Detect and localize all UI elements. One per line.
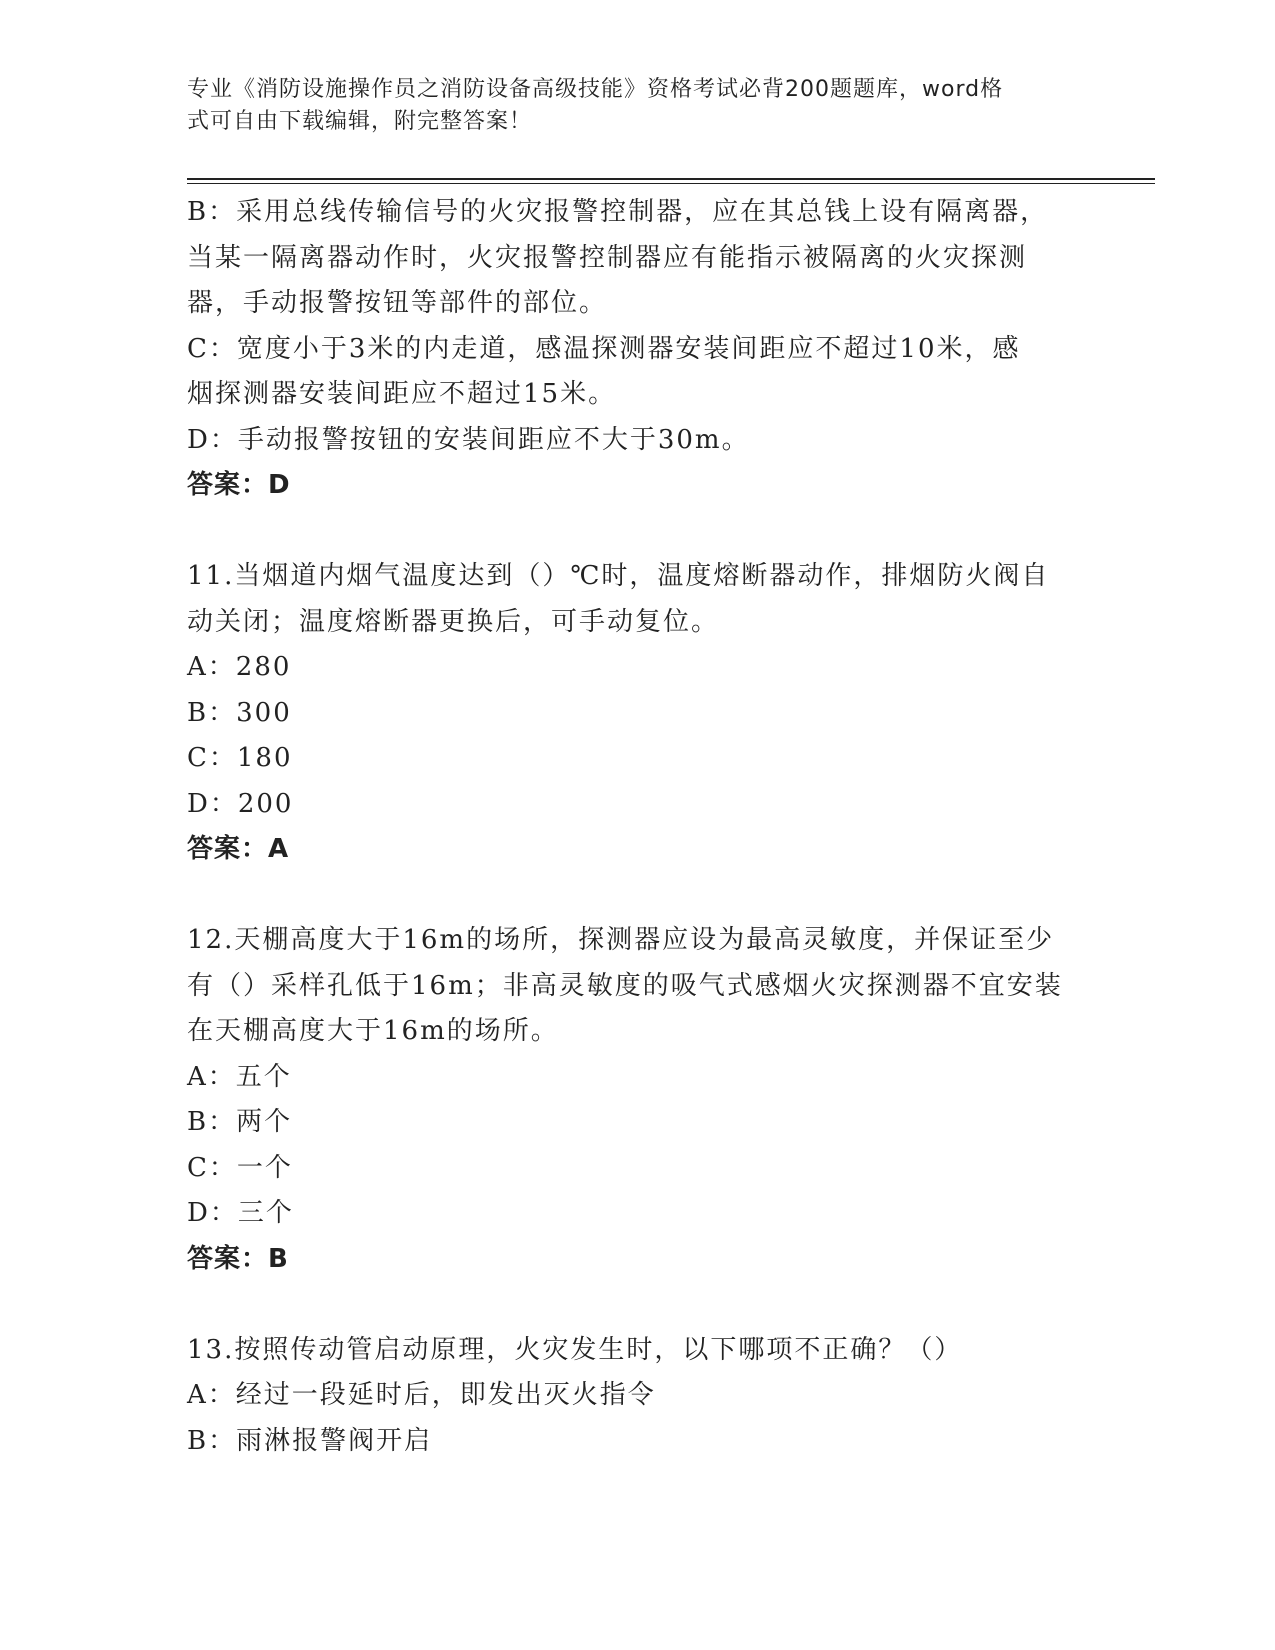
question-11 — [187, 554, 1087, 873]
document-header — [187, 74, 1067, 138]
question-stem-line-2: 有（）采样孔低于16m；非高灵敏度的吸气式感烟火灾探测器不宜安装 — [187, 970, 1063, 1001]
option-b: B：两个 — [187, 1107, 293, 1137]
option-d: D：三个 — [187, 1198, 294, 1228]
answer-label: 答案：A — [187, 834, 290, 864]
header-line-2: 式可自由下载编辑，附完整答案！ — [187, 109, 533, 134]
option-b: B：雨淋报警阀开启 — [187, 1425, 433, 1456]
question-13 — [187, 1328, 1087, 1465]
header-line-1: 专业《消防设施操作员之消防设备高级技能》资格考试必背200题题库，word格 — [187, 77, 1004, 102]
question-12 — [187, 918, 1087, 1282]
question-stem-line-2: 动关闭；温度熔断器更换后，可手动复位。 — [187, 606, 720, 637]
question-stem-line-1: 12.天棚高度大于16m的场所，探测器应设为最高灵敏度，并保证至少 — [187, 925, 1055, 955]
question-stem-line-3: 在天棚高度大于16m的场所。 — [187, 1016, 559, 1046]
option-c: C：一个 — [187, 1152, 293, 1183]
option-d: D：200 — [187, 788, 294, 819]
answer-label: 答案：D — [187, 470, 291, 500]
option-d: D：手动报警按钮的安装间距应不大于30m。 — [187, 424, 750, 455]
option-a: A：五个 — [187, 1061, 292, 1092]
option-a: A：经过一段延时后，即发出灭火指令 — [187, 1380, 656, 1410]
question-10-continued — [187, 190, 1087, 509]
question-stem-line-1: 11.当烟道内烟气温度达到（）℃时，温度熔断器动作，排烟防火阀自 — [187, 561, 1050, 591]
question-content — [187, 190, 1087, 1464]
spacer — [187, 509, 1087, 555]
option-a: A：280 — [187, 652, 292, 682]
spacer — [187, 1282, 1087, 1328]
option-b-line-2: 当某一隔离器动作时，火灾报警控制器应有能指示被隔离的火灾探测 — [187, 242, 1028, 273]
question-stem-line-1: 13.按照传动管启动原理，火灾发生时，以下哪项不正确？（） — [187, 1334, 963, 1365]
option-b-line-1: B：采用总线传输信号的火灾报警控制器，应在其总钱上设有隔离器， — [187, 197, 1049, 227]
option-c-line-2: 烟探测器安装间距应不超过15米。 — [187, 379, 617, 409]
option-b-line-3: 器，手动报警按钮等部件的部位。 — [187, 288, 608, 318]
header-rule-secondary — [187, 183, 1155, 184]
option-c-line-1: C：宽度小于3米的内走道，感温探测器安装间距应不超过10米，感 — [187, 333, 1021, 364]
option-b: B：300 — [187, 697, 292, 728]
answer-label: 答案：B — [187, 1243, 289, 1274]
option-c: C：180 — [187, 743, 293, 773]
spacer — [187, 873, 1087, 919]
header-rule — [187, 178, 1155, 180]
